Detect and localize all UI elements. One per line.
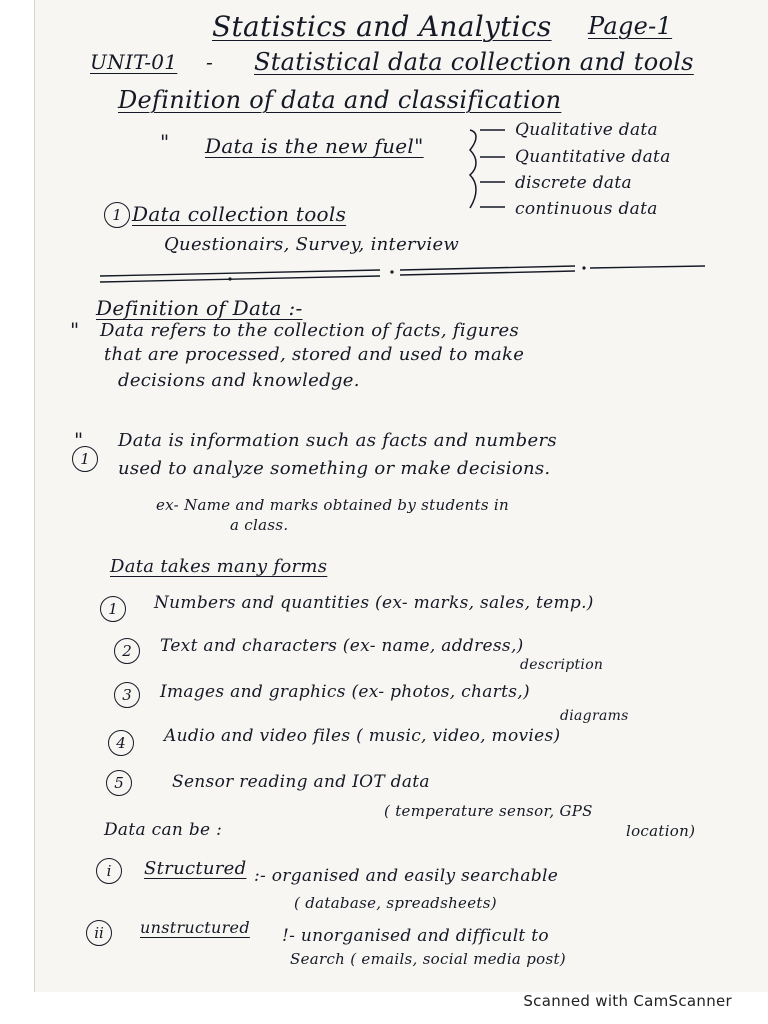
number-marker: 1 xyxy=(104,202,130,228)
form-item-continued: description xyxy=(520,657,604,673)
type-quantitative: Quantitative data xyxy=(515,147,671,167)
form-item-continued: location) xyxy=(626,822,696,840)
forms-heading: Data takes many forms xyxy=(110,556,328,577)
form-item-continued: diagrams xyxy=(560,708,629,724)
type-discrete: discrete data xyxy=(515,173,632,193)
number-marker: 2 xyxy=(114,638,140,664)
type-qualitative: Qualitative data xyxy=(515,120,658,140)
form-item: Text and characters (ex- name, address,) xyxy=(160,636,524,656)
form-item: Audio and video files ( music, video, movies) xyxy=(164,726,561,746)
example-line: a class. xyxy=(230,516,289,534)
definition-line: decisions and knowledge. xyxy=(118,370,360,391)
example-line: ex- Name and marks obtained by students in xyxy=(156,496,509,514)
point-line: used to analyze something or make decisions. xyxy=(118,458,551,479)
quote-text: Data is the new fuel" xyxy=(205,134,424,158)
page-title: Statistics and Analytics xyxy=(212,10,552,43)
form-item: Sensor reading and IOT data xyxy=(172,772,430,792)
point-line: Data is information such as facts and numbers xyxy=(118,430,557,451)
footer-bar xyxy=(0,992,768,1024)
type-continuous: continuous data xyxy=(515,199,658,219)
number-marker: 1 xyxy=(72,446,98,472)
unit-title: Statistical data collection and tools xyxy=(254,48,694,76)
number-marker: 1 xyxy=(100,596,126,622)
number-marker: i xyxy=(96,858,122,884)
number-marker: 5 xyxy=(106,770,132,796)
form-item: Images and graphics (ex- photos, charts,) xyxy=(160,682,530,702)
unit-dash: - xyxy=(206,50,214,74)
definition-heading: Definition of data and classification xyxy=(118,86,562,114)
can-be-heading: Data can be : xyxy=(104,820,223,840)
quote-mark: " xyxy=(160,130,170,154)
structured-example: ( database, spreadsheets) xyxy=(294,894,497,912)
structured-description: :- organised and easily searchable xyxy=(254,866,559,886)
definition-of-data-heading: Definition of Data :- xyxy=(96,296,303,320)
number-marker: 3 xyxy=(114,682,140,708)
unstructured-description: !- unorganised and difficult to xyxy=(282,926,549,946)
definition-line: that are processed, stored and used to make xyxy=(104,344,525,365)
point-quote-mark: " xyxy=(74,428,84,452)
form-item-continued: ( temperature sensor, GPS xyxy=(384,802,593,820)
number-marker: ii xyxy=(86,920,112,946)
definition-quote-mark: " xyxy=(70,318,80,342)
number-marker: 4 xyxy=(108,730,134,756)
collection-tools-list: Questionairs, Survey, interview xyxy=(164,234,460,255)
structured-term: Structured xyxy=(144,858,247,879)
page-number: Page-1 xyxy=(588,12,673,40)
form-item: Numbers and quantities (ex- marks, sales, temp.) xyxy=(154,593,594,613)
collection-tools-heading: Data collection tools xyxy=(132,202,347,226)
definition-line: Data refers to the collection of facts, figures xyxy=(100,320,520,341)
scanner-watermark: Scanned with CamScanner xyxy=(523,992,732,1010)
unstructured-term: unstructured xyxy=(140,918,250,937)
unit-label: UNIT-01 xyxy=(90,50,178,74)
unstructured-example: Search ( emails, social media post) xyxy=(290,950,566,968)
